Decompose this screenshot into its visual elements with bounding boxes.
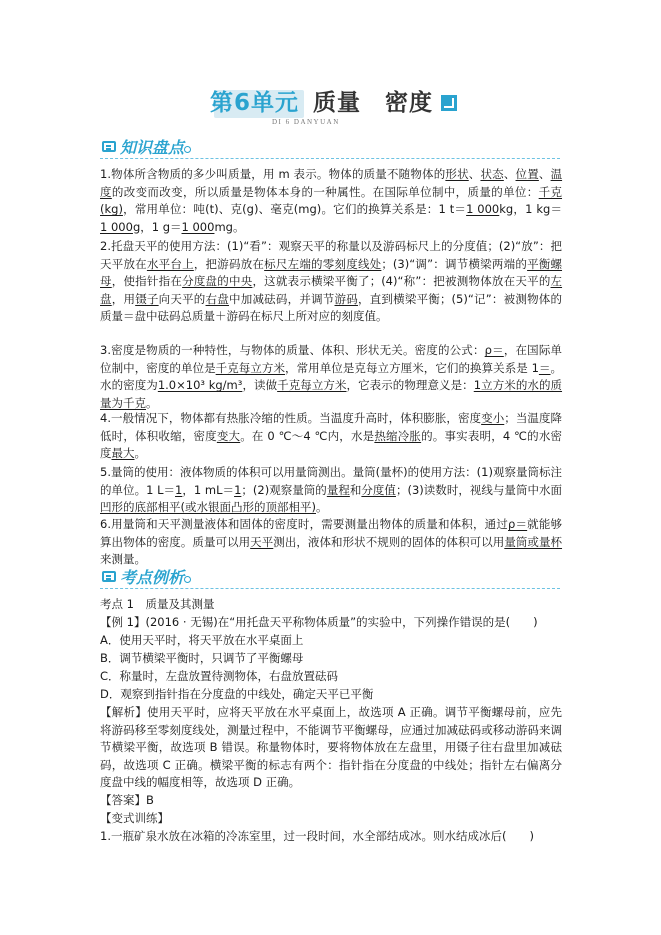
text: 。在 0 ℃～4 ℃内，水是 [240, 428, 375, 443]
text: 5.量筒的使用：液体物质的体积可以用量筒测出。量筒(量杯)的使用方法：(1)观察量筒标注的单位。1 L＝ [100, 465, 562, 497]
text: 中加减砝码，并调节 [229, 291, 335, 306]
text: ，这就表示横梁平衡了；(4)“称”：把被测物体放在天平的 [252, 274, 551, 288]
notebook-icon [102, 571, 116, 582]
text: ；(3)“调”：调节横梁两端的 [381, 256, 528, 271]
text: kg，1 kg＝ [499, 202, 562, 216]
text: 和 [349, 482, 362, 497]
text: ，在国际单位制中，密度的单位是 [100, 343, 563, 375]
blank-answer: 热缩冷胀 [374, 428, 422, 443]
blank-answer: 1.0×10³ kg/m³ [157, 378, 243, 392]
text: 。水的密度为 [100, 360, 563, 392]
knowledge-item-6 [100, 516, 562, 569]
text: ，1 mL＝ [182, 482, 235, 497]
blank-answer: 量筒或量杯 [504, 534, 563, 549]
text: ，常用单位是克每立方厘米，它们的换算关系是 1 [285, 360, 539, 375]
text: 。 [146, 395, 158, 410]
blank-answer: 温度 [100, 167, 563, 199]
blank-answer: 1 000 [466, 202, 500, 216]
blank-answer: 量程 [326, 482, 350, 497]
blank-answer: 千克每立方米 [215, 360, 286, 375]
variant-training-label: 【变式训练】 [100, 811, 169, 825]
text: ；当温度降低时，体积收缩，密度 [100, 411, 563, 443]
unit-title-text [210, 86, 457, 120]
section-title: 考点例析 [120, 568, 185, 587]
blank-answer: 状态 [480, 167, 504, 181]
blank-answer: 变小 [481, 411, 505, 425]
text: ；(3)读数时，视线与量筒中水面 [395, 482, 563, 497]
option-c: C．称量时，左盘放置待测物体，右盘放置砝码 [100, 669, 339, 683]
blank-answer: 1 000 [100, 219, 133, 234]
text: 4.一般情况下，物体都有热胀冷缩的性质。当温度升高时，体积膨胀，密度 [100, 411, 482, 425]
knowledge-item-5 [100, 464, 562, 517]
text: 就能够算出物体的密度。质量可以用 [100, 517, 563, 549]
text: 6.用量筒和天平测量液体和固体的密度时，需要测量出物体的质量和体积，通过 [100, 517, 508, 531]
unit-pinyin: DI 6 DANYUAN [272, 118, 340, 126]
text: ，读做 [242, 378, 278, 392]
section-title: 知识盘点 [120, 138, 185, 157]
text: ，把游码放在 [193, 256, 265, 271]
blank-answer: 左盘 [100, 274, 563, 306]
text: 的。事实表明，4 ℃的水密度 [100, 428, 563, 460]
blank-answer: ＝ [538, 360, 551, 375]
text: 。 [134, 446, 146, 460]
blank-answer: 变大 [216, 428, 241, 443]
text: 、 [503, 167, 516, 181]
section-heading-exam [100, 568, 560, 590]
unit-number: 第6单元 [210, 90, 300, 116]
text: 的改变而改变，所以质量是物体本身的一种属性。在国际单位制中，质量的单位： [111, 184, 539, 199]
text: 来测量。 [100, 552, 146, 566]
text: ，常用单位：吨(t)、克(g)、毫克(mg)。它们的换算关系是：1 t＝ [122, 202, 467, 216]
blank-answer: 1 000 [181, 219, 215, 234]
blank-answer: 1 [175, 482, 183, 497]
blank-answer: 水平台上 [146, 256, 194, 271]
blank-answer: 右盘 [205, 291, 229, 306]
blank-answer: 分度盘的中央 [182, 274, 253, 288]
blank-answer: ρ＝ [508, 517, 528, 531]
blank-answer: 平衡螺母 [100, 256, 563, 288]
blank-answer: 形状 [445, 167, 469, 181]
knowledge-item-3 [100, 342, 562, 412]
arrow-icon [441, 95, 457, 111]
text: ，用 [111, 291, 136, 306]
example-question [100, 614, 538, 632]
blank-answer: 1立方米的水的质量为千克 [100, 378, 563, 410]
blank-answer: 千克(kg) [100, 184, 563, 216]
dashed-divider [100, 588, 560, 589]
dashed-divider [100, 158, 560, 159]
blank-answer: 最大 [111, 446, 135, 460]
text: 、 [538, 167, 551, 181]
knowledge-item-4 [100, 410, 562, 463]
unit-topic: 质量 密度 [313, 90, 434, 116]
section-heading-knowledge [100, 138, 560, 160]
variant-question-1: 1.一瓶矿泉水放在冰箱的冷冻室里，过一段时间，水全部结成冰。则水结成冰后( ) [100, 829, 534, 843]
exam-point-title: 考点 1 质量及其测量 [100, 597, 215, 611]
blank-answer: 分度值 [361, 482, 396, 497]
text: 、 [468, 167, 481, 181]
blank-answer: 凹形的底部相平(或水银面凸形的顶部相平) [100, 500, 316, 514]
option-d: D．观察到指针指在分度盘的中线处，确定天平已平衡 [100, 687, 374, 701]
knowledge-item-1 [100, 166, 562, 236]
blank-answer: 镊子 [135, 291, 159, 306]
text: 。 [315, 500, 328, 514]
example-label: 【例 1】 [100, 615, 146, 629]
unit-title [210, 86, 470, 128]
text: ，它表示的物理意义是： [346, 378, 474, 392]
blank-answer: 天平 [250, 534, 274, 549]
text: 1.物体所含物质的多少叫质量，用 m 表示。物体的质量不随物体的 [100, 167, 446, 181]
text: ；(2)观察量筒的 [241, 482, 327, 497]
answer: 【答案】B [100, 793, 154, 807]
example-stem: (2016 · 无锡)在“用托盘天平称物体质量”的实验中，下列操作错误的是( ) [145, 615, 538, 629]
blank-answer: 标尺左端的零刻度线处 [264, 256, 382, 271]
text: ，直到横梁平衡；(5)“记”：被测物体的质量＝盘中砝码总质量＋游码在标尺上所对应的刻度值。 [100, 291, 563, 323]
text: 向天平的 [158, 291, 206, 306]
text: g，1 g＝ [132, 219, 182, 234]
blank-answer: 位置 [515, 167, 539, 181]
blank-answer: 游码 [334, 291, 358, 306]
circle-dot-icon [184, 146, 191, 153]
option-b: B．调节横梁平衡时，只调节了平衡螺母 [100, 651, 304, 665]
text: ，使指针指在 [111, 274, 183, 288]
blank-answer: 1 [234, 482, 242, 497]
text: 2.托盘天平的使用方法：(1)“看”：观察天平的称量以及游码标尺上的分度值；(2)“放”：把天平放在 [100, 239, 562, 271]
blank-answer: 千克每立方米 [277, 378, 347, 392]
notebook-icon [102, 141, 116, 152]
text: 3.密度是物质的一种特性，与物体的质量、体积、形状无关。密度的公式： [100, 343, 485, 357]
text: 测出，液体和形状不规则的固体的体积可以用 [273, 534, 505, 549]
blank-answer: ρ＝ [484, 343, 504, 357]
option-a: A．使用天平时，将天平放在水平桌面上 [100, 633, 304, 647]
circle-dot-icon [184, 576, 191, 583]
text: mg。 [214, 219, 245, 234]
analysis: 【解析】使用天平时，应将天平放在水平桌面上，故选项 A 正确。调节平衡螺母前，应先将游码移至零刻度线处，测量过程中，不能调节平衡螺母，应通过加减砝码或移动游码来调节横梁平衡，故选项 B 错误。称量物体时，要将物体放在左盘里，用镊子往右盘里加减砝码，故选项 C 正确。横梁平衡的标志有两个：指针指在分度盘的中线处；指针左右偏离分度盘中线的幅度相等，故选项 D 正确。 [100, 705, 562, 789]
knowledge-item-2 [100, 238, 562, 326]
